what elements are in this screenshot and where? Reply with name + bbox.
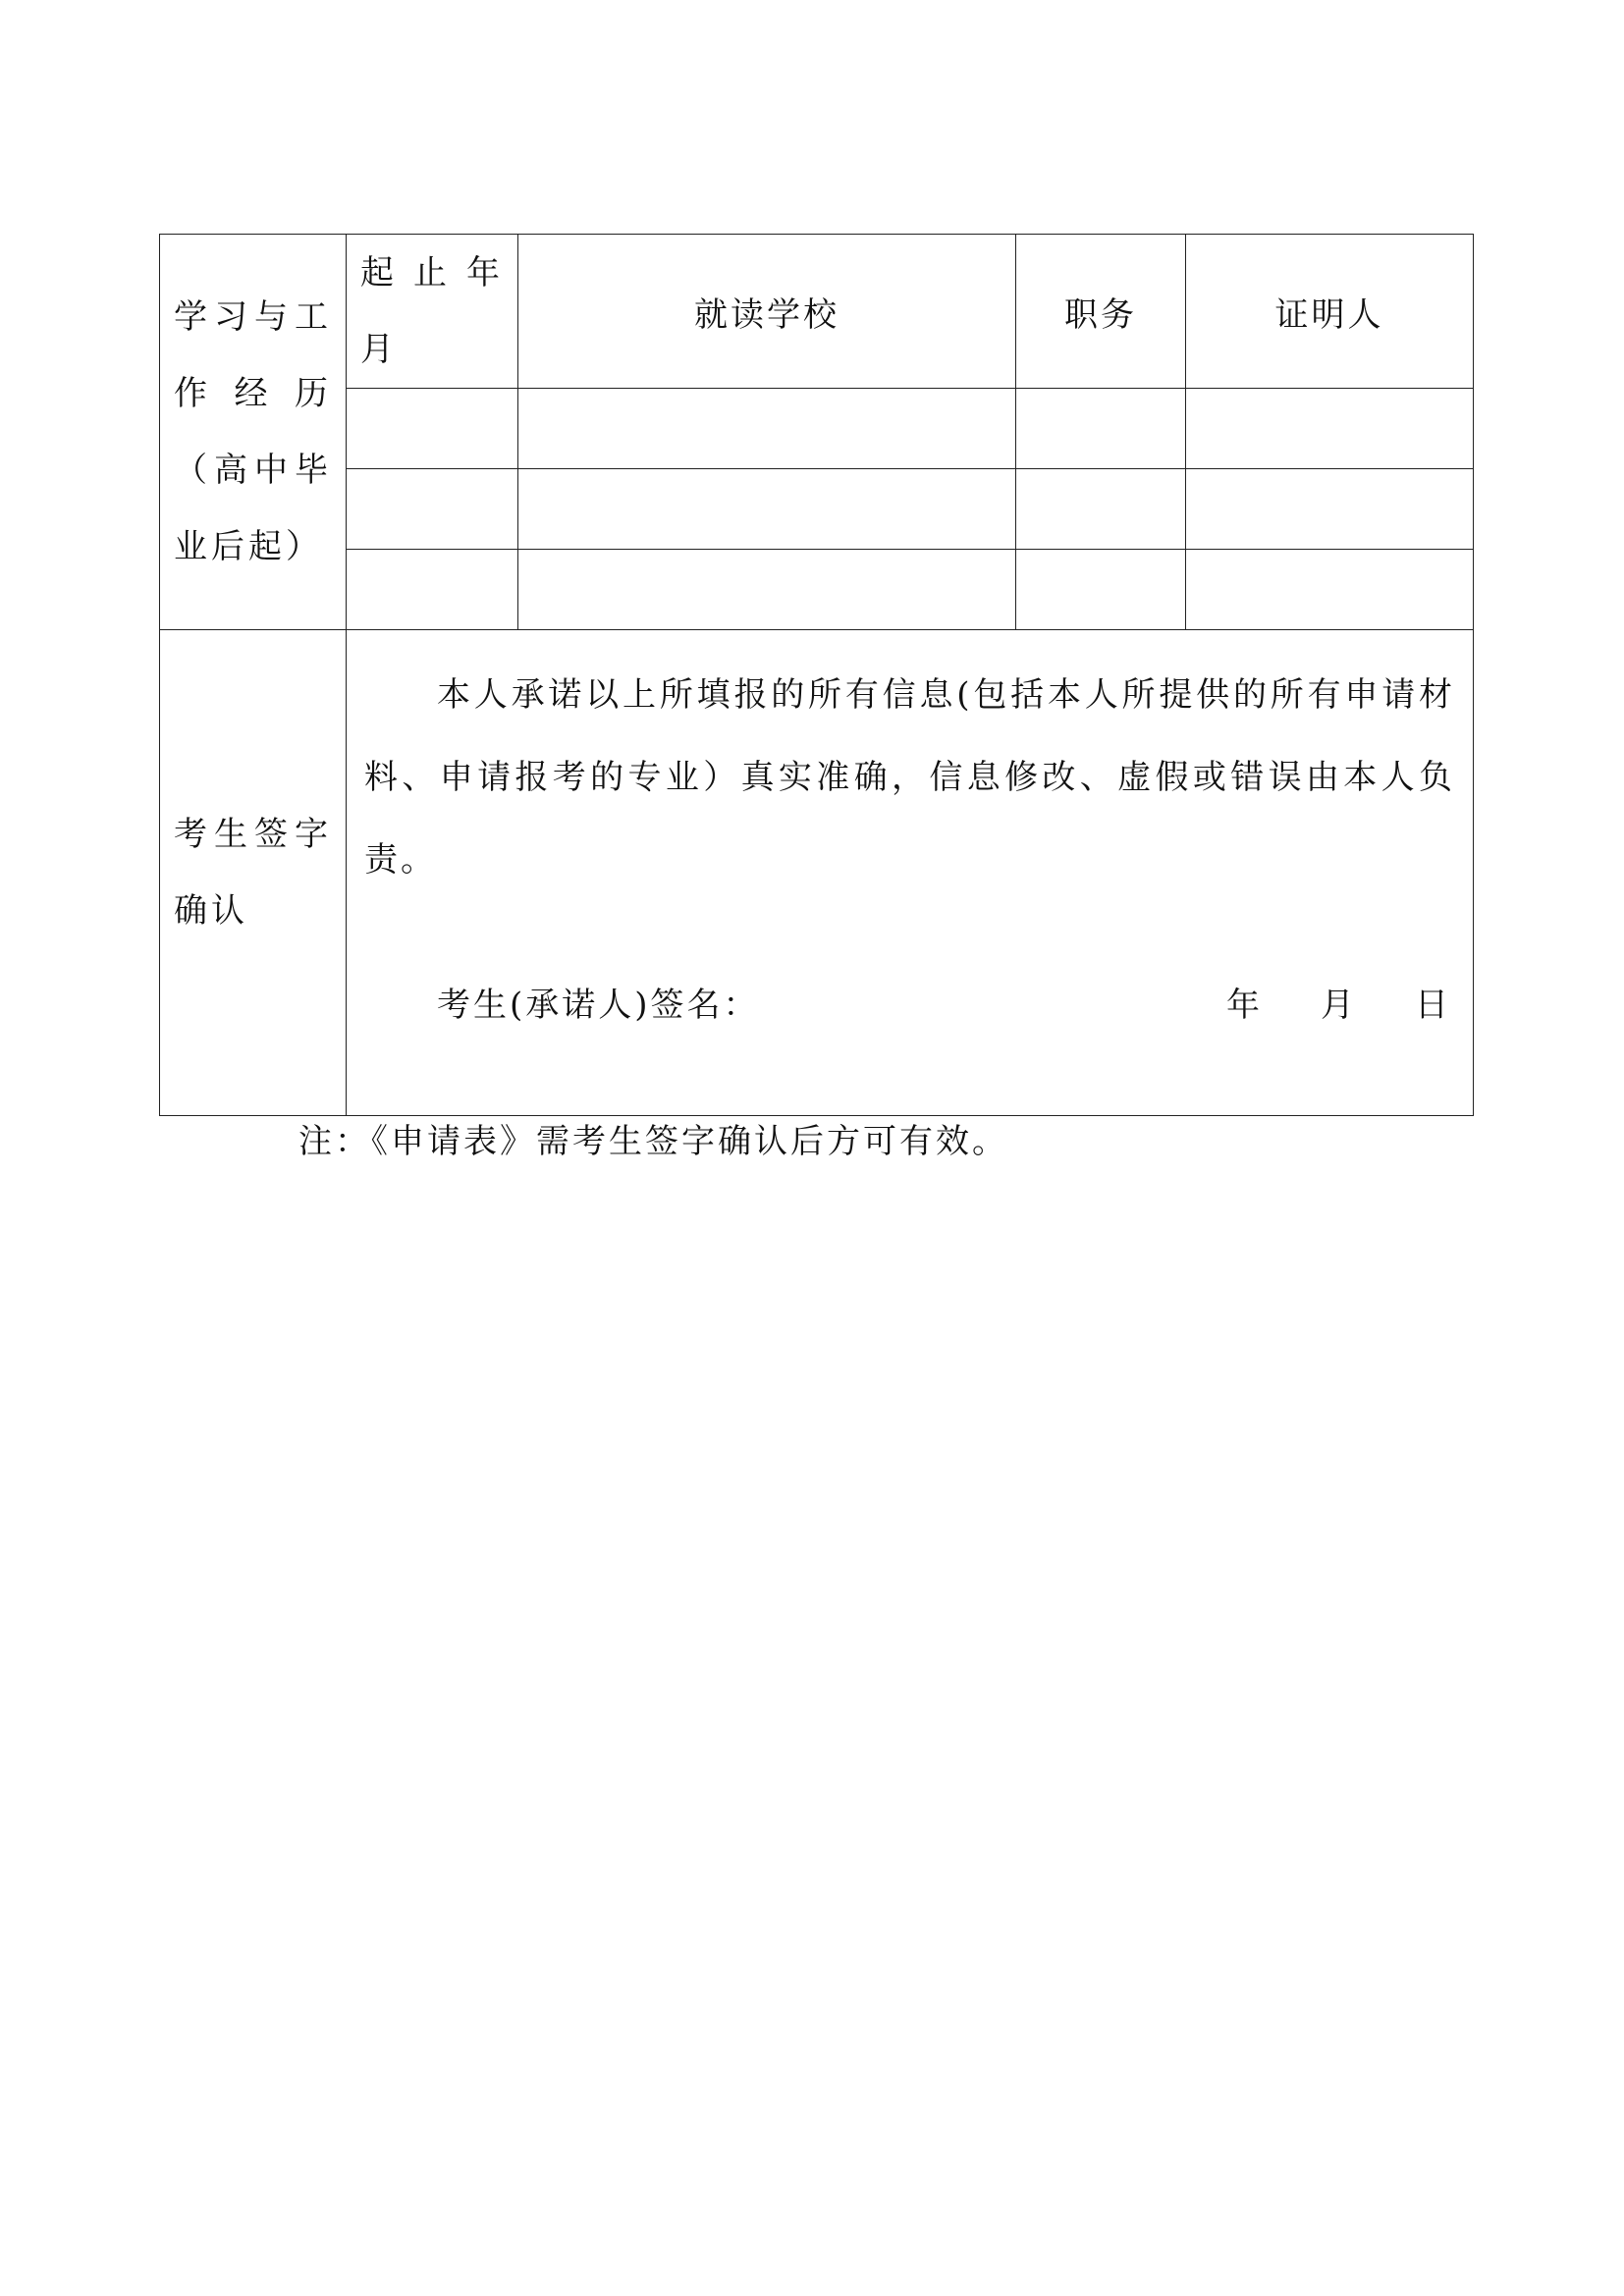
confirmation-section-label: 考生签字确认 [160, 630, 347, 1116]
school-column-header: 就读学校 [518, 235, 1016, 389]
footnote: 注：《申请表》需考生签字确认后方可有效。 [298, 1122, 1008, 1161]
position-cell[interactable] [1016, 389, 1186, 469]
witness-cell[interactable] [1186, 389, 1474, 469]
witness-cell[interactable] [1186, 469, 1474, 550]
school-cell[interactable] [518, 389, 1016, 469]
confirmation-row [160, 630, 1474, 1116]
position-cell[interactable] [1016, 550, 1186, 630]
position-column-header: 职务 [1016, 235, 1186, 389]
witness-cell[interactable] [1186, 550, 1474, 630]
witness-column-header: 证明人 [1186, 235, 1474, 389]
pledge-cell [347, 630, 1474, 1116]
period-cell[interactable] [347, 389, 518, 469]
position-cell[interactable] [1016, 469, 1186, 550]
year-label: 年 [1226, 986, 1263, 1025]
period-column-header: 起止年月 [347, 235, 518, 389]
experience-section-label: 学习与工作经历（高中毕业后起） [160, 235, 347, 630]
school-cell[interactable] [518, 550, 1016, 630]
month-label: 月 [1321, 986, 1357, 1025]
day-label: 日 [1415, 986, 1451, 1025]
school-cell[interactable] [518, 469, 1016, 550]
experience-row [160, 550, 1474, 630]
signature-line [364, 964, 1451, 1046]
signature-label: 考生(承诺人)签名： [437, 986, 760, 1025]
pledge-statement: 本人承诺以上所填报的所有信息(包括本人所提供的所有申请材料、申请报考的专业）真实准确，信息修改、虚假或错误由本人负责。 [364, 675, 1455, 880]
experience-header-row [160, 235, 1474, 389]
period-cell[interactable] [347, 469, 518, 550]
date-fields [1168, 964, 1451, 1046]
period-cell[interactable] [347, 550, 518, 630]
application-form-table [159, 234, 1474, 1116]
experience-row [160, 469, 1474, 550]
experience-row [160, 389, 1474, 469]
